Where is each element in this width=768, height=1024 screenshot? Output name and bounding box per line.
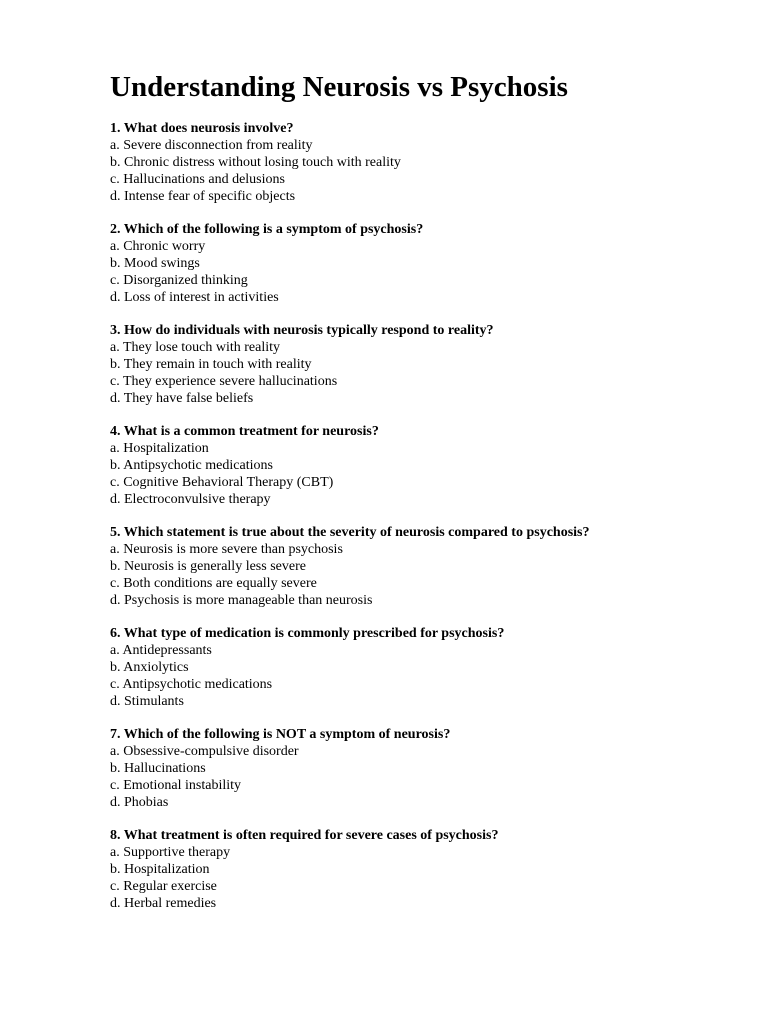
answer-option: b. Hospitalization: [110, 862, 210, 877]
answer-option: d. Loss of interest in activities: [110, 290, 279, 305]
question-block-3: [110, 322, 730, 407]
answer-option: b. They remain in touch with reality: [110, 357, 312, 372]
answer-option: a. Chronic worry: [110, 239, 206, 254]
answer-option: c. They experience severe hallucinations: [110, 374, 338, 389]
answer-option: b. Chronic distress without losing touch with reality: [110, 155, 401, 170]
question-list: [110, 120, 730, 912]
option-list: [110, 743, 730, 811]
answer-option: d. Herbal remedies: [110, 896, 217, 911]
answer-option: d. Psychosis is more manageable than neurosis: [110, 593, 373, 608]
document-title: Understanding Neurosis vs Psychosis: [110, 71, 568, 103]
question-block-8: [110, 827, 730, 912]
question-text: 4. What is a common treatment for neurosis?: [110, 424, 379, 439]
option-list: [110, 339, 730, 407]
question-text: 8. What treatment is often required for severe cases of psychosis?: [110, 828, 499, 843]
answer-option: a. Neurosis is more severe than psychosis: [110, 542, 343, 557]
answer-option: d. Stimulants: [110, 694, 184, 709]
question-text: 5. Which statement is true about the severity of neurosis compared to psychosis?: [110, 525, 590, 540]
answer-option: c. Antipsychotic medications: [110, 677, 273, 692]
answer-option: a. Obsessive-compulsive disorder: [110, 744, 299, 759]
option-list: [110, 541, 730, 609]
option-list: [110, 137, 730, 205]
answer-option: a. They lose touch with reality: [110, 340, 281, 355]
question-text: 2. Which of the following is a symptom of psychosis?: [110, 222, 424, 237]
answer-option: c. Hallucinations and delusions: [110, 172, 285, 187]
answer-option: c. Disorganized thinking: [110, 273, 248, 288]
question-block-1: [110, 120, 730, 205]
answer-option: c. Regular exercise: [110, 879, 217, 894]
answer-option: c. Emotional instability: [110, 778, 242, 793]
answer-option: d. Phobias: [110, 795, 169, 810]
question-block-7: [110, 726, 730, 811]
answer-option: a. Severe disconnection from reality: [110, 138, 313, 153]
answer-option: a. Hospitalization: [110, 441, 209, 456]
question-text: 6. What type of medication is commonly prescribed for psychosis?: [110, 626, 505, 641]
question-text: 1. What does neurosis involve?: [110, 121, 294, 136]
question-block-5: [110, 524, 730, 609]
question-text: 3. How do individuals with neurosis typically respond to reality?: [110, 323, 494, 338]
answer-option: c. Both conditions are equally severe: [110, 576, 317, 591]
answer-option: d. They have false beliefs: [110, 391, 254, 406]
answer-option: b. Anxiolytics: [110, 660, 189, 675]
answer-option: b. Antipsychotic medications: [110, 458, 273, 473]
answer-option: a. Supportive therapy: [110, 845, 231, 860]
answer-option: b. Mood swings: [110, 256, 200, 271]
document-page: [110, 70, 730, 928]
option-list: [110, 642, 730, 710]
option-list: [110, 440, 730, 508]
option-list: [110, 844, 730, 912]
answer-option: b. Hallucinations: [110, 761, 206, 776]
answer-option: d. Intense fear of specific objects: [110, 189, 296, 204]
question-block-6: [110, 625, 730, 710]
answer-option: b. Neurosis is generally less severe: [110, 559, 306, 574]
answer-option: c. Cognitive Behavioral Therapy (CBT): [110, 475, 334, 490]
question-text: 7. Which of the following is NOT a symptom of neurosis?: [110, 727, 451, 742]
option-list: [110, 238, 730, 306]
answer-option: a. Antidepressants: [110, 643, 212, 658]
question-block-4: [110, 423, 730, 508]
answer-option: d. Electroconvulsive therapy: [110, 492, 271, 507]
question-block-2: [110, 221, 730, 306]
